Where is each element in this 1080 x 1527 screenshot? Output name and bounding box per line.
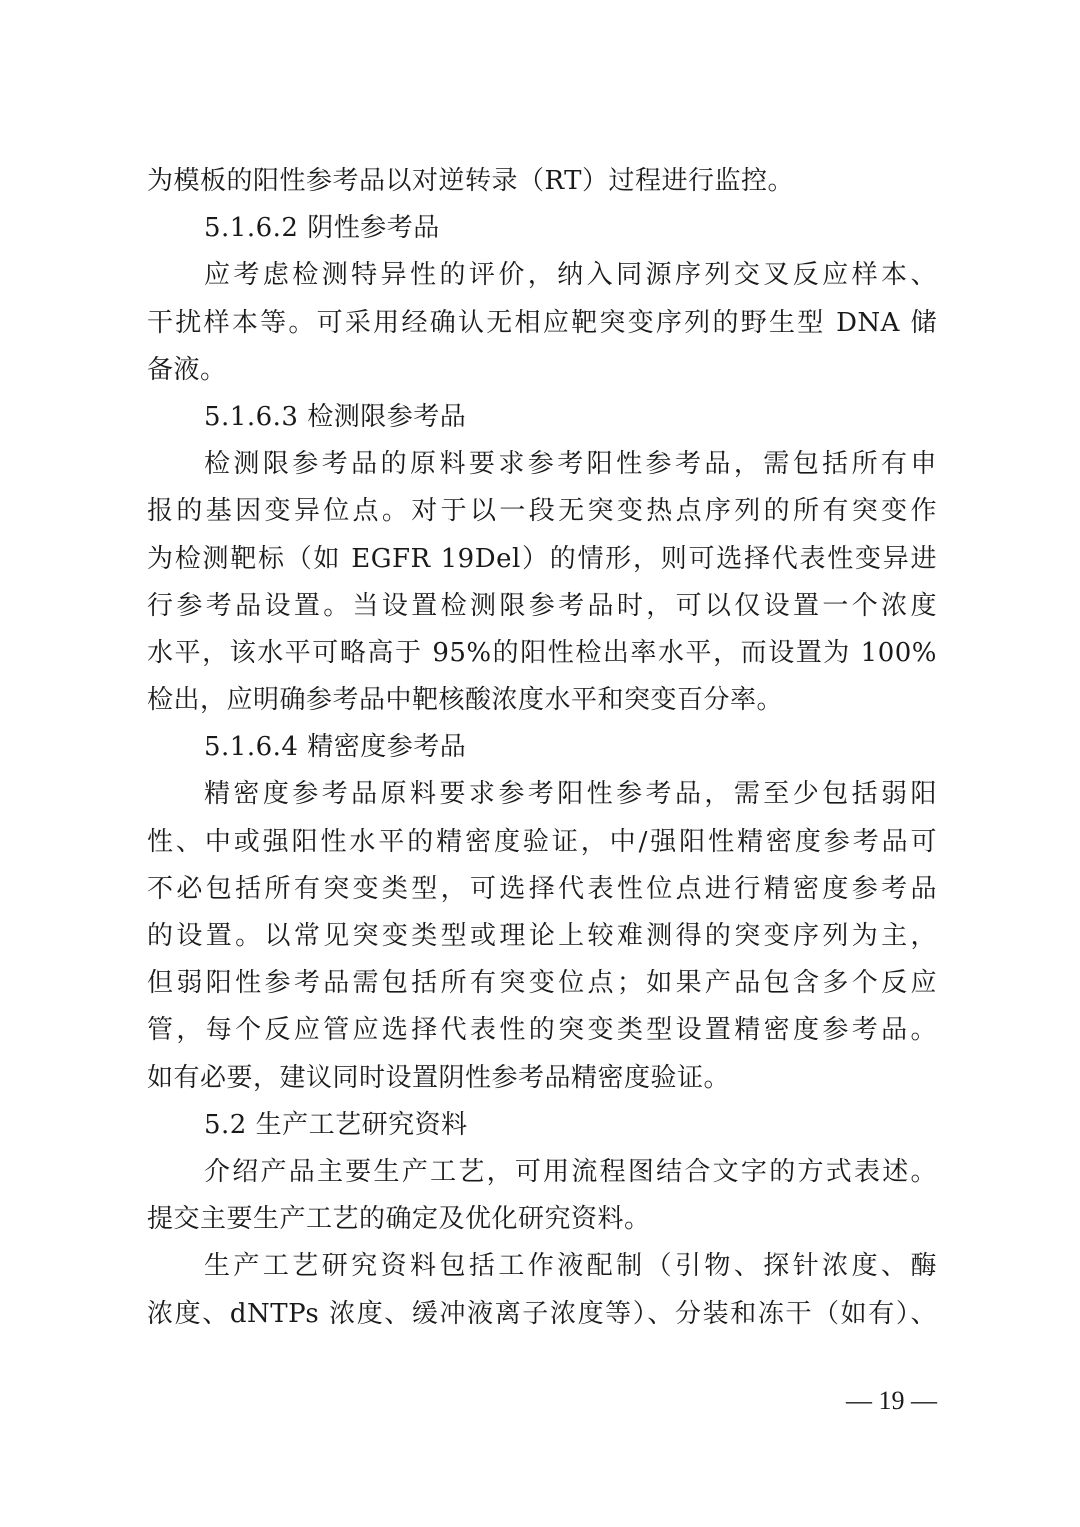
paragraph-line: 备液。 bbox=[147, 354, 227, 385]
paragraph-line: 生产工艺研究资料包括工作液配制（引物、探针浓度、酶 bbox=[204, 1251, 937, 1282]
paragraph-line: 不必包括所有突变类型，可选择代表性位点进行精密度参考品 bbox=[147, 873, 937, 904]
paragraph-line: 但弱阳性参考品需包括所有突变位点；如果产品包含多个反应 bbox=[147, 968, 937, 999]
paragraph-line: 管，每个反应管应选择代表性的突变类型设置精密度参考品。 bbox=[147, 1015, 937, 1046]
section-heading: 5.2 生产工艺研究资料 bbox=[204, 1109, 468, 1140]
paragraph-line: 报的基因变异位点。对于以一段无突变热点序列的所有突变作 bbox=[147, 496, 937, 527]
paragraph-line: 水平，该水平可略高于 95%的阳性检出率水平，而设置为 100% bbox=[147, 637, 937, 668]
paragraph-line: 应考虑检测特异性的评价，纳入同源序列交叉反应样本、 bbox=[204, 260, 937, 291]
page-number: — 19 — bbox=[846, 1386, 937, 1415]
document-body bbox=[147, 158, 937, 1338]
paragraph-line: 为检测靶标（如 EGFR 19Del）的情形，则可选择代表性变异进 bbox=[147, 543, 937, 574]
paragraph-line: 行参考品设置。当设置检测限参考品时，可以仅设置一个浓度 bbox=[147, 590, 937, 621]
section-heading: 5.1.6.2 阴性参考品 bbox=[204, 213, 440, 244]
paragraph-line: 为模板的阳性参考品以对逆转录（RT）过程进行监控。 bbox=[147, 166, 794, 196]
paragraph-line: 提交主要生产工艺的确定及优化研究资料。 bbox=[147, 1204, 651, 1235]
section-heading: 5.1.6.3 检测限参考品 bbox=[204, 401, 467, 432]
paragraph-line: 如有必要，建议同时设置阴性参考品精密度验证。 bbox=[147, 1062, 731, 1093]
paragraph-line: 性、中或强阳性水平的精密度验证，中/强阳性精密度参考品可 bbox=[147, 826, 937, 857]
paragraph-line: 精密度参考品原料要求参考阳性参考品，需至少包括弱阳 bbox=[204, 779, 937, 810]
paragraph-line: 介绍产品主要生产工艺，可用流程图结合文字的方式表述。 bbox=[204, 1156, 937, 1187]
paragraph-line: 浓度、dNTPs 浓度、缓冲液离子浓度等）、分装和冻干（如有）、 bbox=[147, 1298, 937, 1329]
paragraph-line: 的设置。以常见突变类型或理论上较难测得的突变序列为主， bbox=[147, 921, 937, 951]
paragraph-line: 干扰样本等。可采用经确认无相应靶突变序列的野生型 DNA 储 bbox=[147, 307, 937, 338]
paragraph-line: 检测限参考品的原料要求参考阳性参考品，需包括所有申 bbox=[204, 449, 937, 480]
section-heading: 5.1.6.4 精密度参考品 bbox=[204, 732, 467, 763]
paragraph-line: 检出，应明确参考品中靶核酸浓度水平和突变百分率。 bbox=[147, 685, 784, 716]
